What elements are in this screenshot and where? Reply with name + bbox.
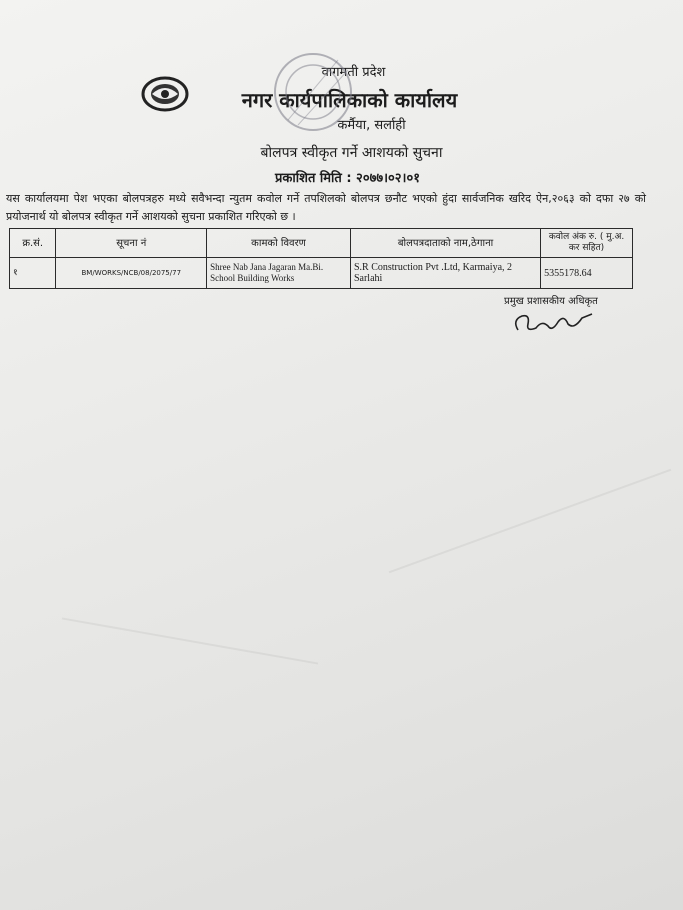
bid-table: [9, 228, 633, 289]
published-date: प्रकाशित मिति : २०७७।०२।०१: [275, 171, 420, 186]
col-bidder: बोलपत्रदाताको नाम,ठेगाना: [350, 229, 540, 258]
col-work: कामको विवरण: [207, 229, 351, 258]
office-location: कर्मैया, सर्लाही: [337, 118, 406, 133]
col-notice-no: सूचना नं: [56, 229, 207, 258]
signatory-title: प्रमुख प्रशासकीय अधिकृत: [504, 296, 598, 307]
cell-work: Shree Nab Jana Jagaran Ma.Bi. School Building Works: [207, 258, 351, 289]
cell-bidder: S.R Construction Pvt .Ltd, Karmaiya, 2 Sarlahi: [350, 258, 540, 289]
cell-notice-no: BM/WORKS/NCB/08/2075/77: [56, 258, 207, 289]
notice-body: यस कार्यालयमा पेश भएका बोलपत्रहरु मध्ये सवैभन्दा न्युतम कवोल गर्ने तपशिलको बोलपत्र छनौट भएको हुंदा सार्वजनिक खरिद ऐन,२०६३ को दफा २७ को प्रयोजनार्थ यो बोलपत्र स्वीकृत गर्ने आशयको सुचना प्रकाशित गरिएको छ ।: [6, 192, 646, 223]
col-serial: क्र.सं.: [10, 229, 56, 258]
handwritten-signature-icon: [508, 300, 598, 340]
province-name: वागमती प्रदेश: [321, 65, 386, 80]
notice-title: बोलपत्र स्वीकृत गर्ने आशयको सुचना: [260, 145, 443, 161]
office-name: नगर कार्यपालिकाको कार्यालय: [241, 88, 458, 112]
official-stamp-icon: [258, 40, 368, 145]
col-amount: कवोल अंक रु. ( मु.अ. कर सहित): [541, 229, 633, 258]
table-row: [10, 258, 633, 289]
cell-serial: १: [10, 258, 56, 289]
table-header-row: [10, 229, 633, 258]
cell-amount: 5355178.64: [541, 258, 633, 289]
paper-crease: [62, 617, 318, 664]
paper-crease: [389, 469, 672, 573]
